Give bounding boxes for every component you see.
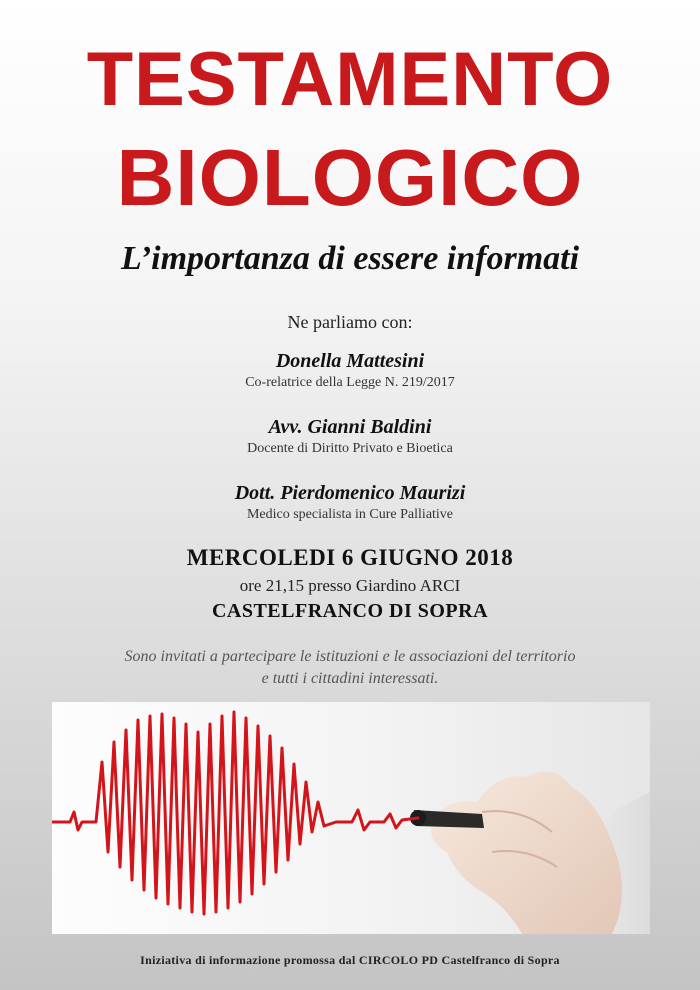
event-date: MERCOLEDI 6 GIUGNO 2018 bbox=[186, 545, 514, 570]
speaker-name: Dott. Pierdomenico Maurizi bbox=[234, 482, 466, 504]
footer-credit: Iniziativa di informazione promossa dal CIRCOLO PD Castelfranco di Sopra bbox=[140, 953, 560, 967]
invitation-text bbox=[0, 646, 700, 690]
invitation-line-1: Sono invitati a partecipare le istituzioni e le associazioni del territorio bbox=[124, 648, 576, 665]
heartbeat-photo bbox=[52, 702, 650, 934]
title-line-2: BIOLOGICO bbox=[116, 133, 584, 222]
invitation-line-2: e tutti i cittadini interessati. bbox=[261, 670, 439, 687]
speaker-role: Docente di Diritto Privato e Bioetica bbox=[247, 441, 453, 456]
speaker-name: Donella Mattesini bbox=[275, 350, 425, 372]
speaker-name: Avv. Gianni Baldini bbox=[268, 416, 432, 438]
heartbeat-illustration bbox=[52, 702, 650, 934]
title-line-1: TESTAMENTO bbox=[86, 37, 614, 122]
speaker-role: Medico specialista in Cure Palliative bbox=[246, 507, 454, 522]
event-time: ore 21,15 presso Giardino ARCI bbox=[239, 576, 461, 595]
speaker-role: Co-relatrice della Legge N. 219/2017 bbox=[245, 375, 455, 390]
speaker-3 bbox=[0, 482, 700, 523]
ecg-heart-line bbox=[52, 712, 418, 914]
subtitle: L’importanza di essere informati bbox=[120, 240, 580, 277]
speaker-2 bbox=[0, 416, 700, 457]
speaker-1 bbox=[0, 350, 700, 391]
intro-text: Ne parliamo con: bbox=[287, 312, 413, 332]
event-place: CASTELFRANCO DI SOPRA bbox=[211, 600, 489, 622]
